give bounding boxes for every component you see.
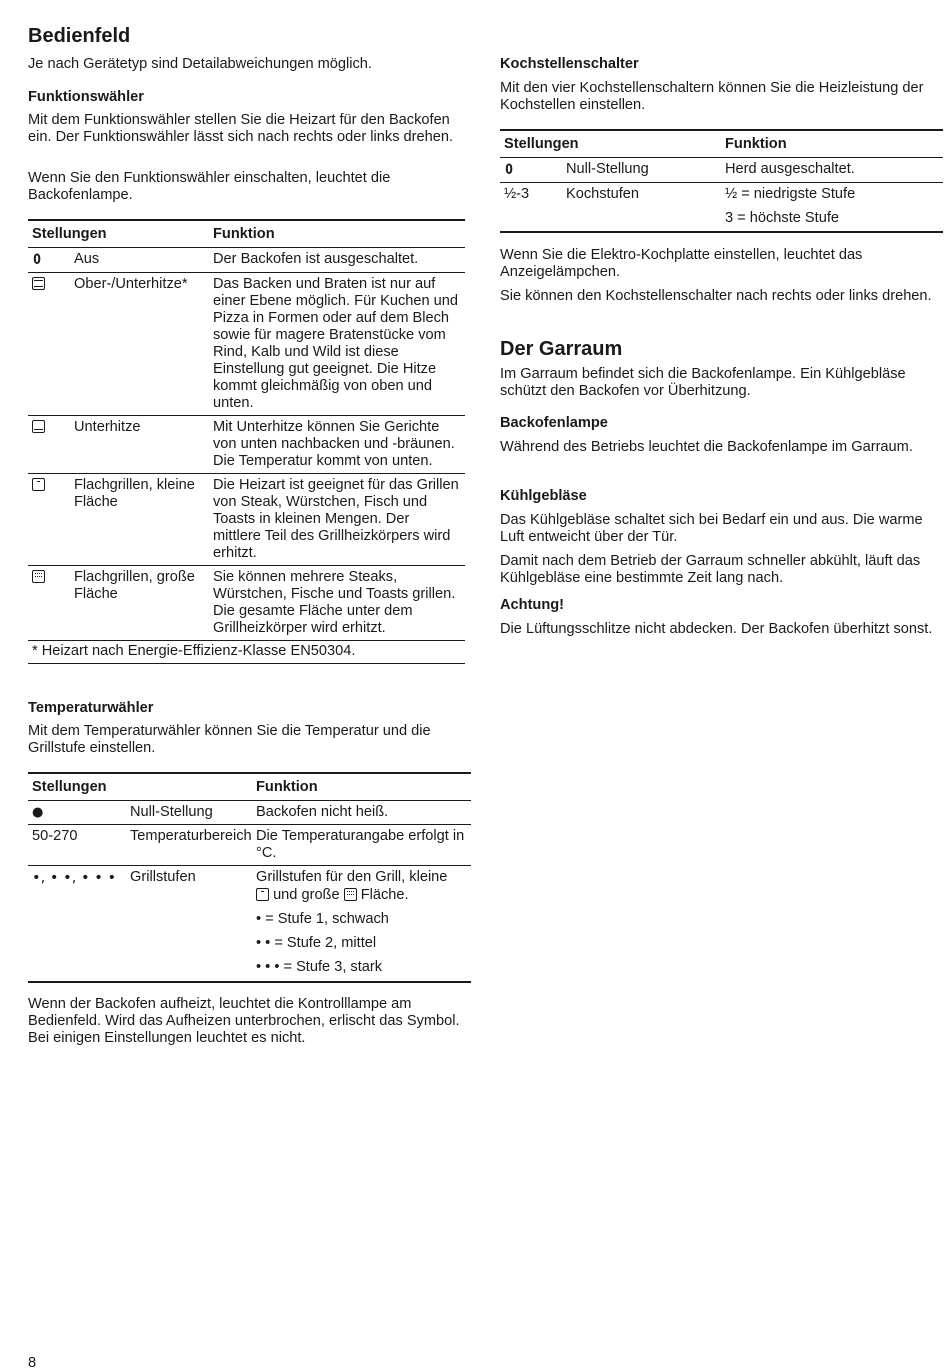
temperaturwaehler-heading: Temperaturwähler [28, 700, 154, 716]
kochstellen-table [500, 129, 943, 233]
grill-dots-symbol: •, • •, • • • [28, 866, 126, 983]
kochstellen-p2: Wenn Sie die Elektro-Kochplatte einstellen, leuchtet das Anzeigelämpchen. [500, 247, 863, 280]
null-dot-icon: ● [28, 801, 126, 825]
funktionswaehler-table [28, 219, 465, 641]
temperaturwaehler-table-wrap [28, 772, 471, 983]
grill-stufe-3: • • • = Stufe 3, stark [256, 959, 383, 975]
garraum-intro: Im Garraum befindet sich die Backofenlampe. Ein Kühlgebläse schützt den Backofen vor Überhitzung. [500, 366, 906, 399]
zero-symbol-icon: 0 [500, 158, 562, 183]
row-label: Grillstufen [126, 866, 252, 983]
footnote: * Heizart nach Energie-Effizienz-Klasse EN50304. [28, 641, 465, 664]
garraum-title: Der Garraum [500, 338, 623, 360]
kochstufe-low: ½ = niedrigste Stufe [725, 186, 856, 202]
row-label: Flachgrillen, große Fläche [70, 566, 209, 641]
row-function: Der Backofen ist ausgeschaltet. [209, 248, 465, 273]
row-label: Null-Stellung [126, 801, 252, 825]
row-function: Sie können mehrere Steaks, Würstchen, Fische und Toasts grillen. Die gesamte Fläche unter dem Grillheizkörper wird erhitzt. [209, 566, 465, 641]
row-label: Kochstufen [562, 183, 721, 233]
row-label: Aus [70, 248, 209, 273]
row-function: Mit Unterhitze können Sie Gerichte von unten nachbacken und -bräunen. Die Temperatur kommt von unten. [209, 416, 465, 474]
row-label: Ober-/Unterhitze* [70, 273, 209, 416]
kochstufe-high: 3 = höchste Stufe [725, 210, 839, 226]
table-header-stellungen: Stellungen [28, 773, 252, 801]
row-function: Herd ausgeschaltet. [721, 158, 943, 183]
achtung-heading: Achtung! [500, 597, 565, 613]
kuehlgeblaese-heading: Kühlgebläse [500, 488, 587, 504]
row-label: Null-Stellung [562, 158, 721, 183]
table-row [28, 273, 465, 416]
table-row [28, 248, 465, 273]
table-row [28, 416, 465, 474]
table-header-funktion: Funktion [721, 130, 943, 158]
backofenlampe-text: Während des Betriebs leuchtet die Backofenlampe im Garraum. [500, 439, 913, 455]
zero-symbol-icon: 0 [28, 248, 70, 273]
row-label: Unterhitze [70, 416, 209, 474]
kochstellen-p1: Mit den vier Kochstellenschaltern können Sie die Heizleistung der Kochstellen einstellen. [500, 80, 924, 113]
table-header-stellungen: Stellungen [28, 220, 209, 248]
funktionswaehler-p1: Mit dem Funktionswähler stellen Sie die Heizart für den Backofen ein. Der Funktionswähler lässt sich nach rechts oder links drehen. [28, 112, 454, 145]
grill-large-icon [344, 888, 357, 901]
kuehlgeblaese-p1: Das Kühlgebläse schaltet sich bei Bedarf ein und aus. Die warme Luft entweicht über der Tür. [500, 512, 923, 545]
funktionswaehler-table-wrap [28, 219, 465, 664]
grill-stufe-1: • = Stufe 1, schwach [256, 911, 389, 927]
grill-function-flaeche: Fläche. [360, 887, 409, 903]
intro-text: Je nach Gerätetyp sind Detailabweichungen möglich. [28, 56, 372, 72]
row-label: Flachgrillen, kleine Fläche [70, 474, 209, 566]
kochstellen-table-wrap [500, 129, 943, 233]
funktionswaehler-p2: Wenn Sie den Funktionswähler einschalten, leuchtet die Backofenlampe. [28, 170, 391, 203]
table-row [28, 474, 465, 566]
grill-function-line1: Grillstufen für den Grill, kleine [256, 869, 448, 885]
table-header-funktion: Funktion [252, 773, 471, 801]
funktionswaehler-heading: Funktionswähler [28, 89, 144, 105]
grill-stufe-2: • • = Stufe 2, mittel [256, 935, 377, 951]
grill-small-icon [256, 888, 269, 901]
row-symbol: 50-270 [28, 825, 126, 866]
page-title: Bedienfeld [28, 25, 131, 47]
grill-function-line2 [256, 887, 467, 904]
table-row [28, 566, 465, 641]
temperaturwaehler-p1: Mit dem Temperaturwähler können Sie die Temperatur und die Grillstufe einstellen. [28, 723, 431, 756]
top-bottom-heat-icon [32, 277, 45, 290]
table-row [28, 825, 471, 866]
row-function: Backofen nicht heiß. [252, 801, 471, 825]
kochstellen-p3: Sie können den Kochstellenschalter nach rechts oder links drehen. [500, 288, 932, 304]
temperaturwaehler-p2: Wenn der Backofen aufheizt, leuchtet die Kontrolllampe am Bedienfeld. Wird das Aufheizen unterbrochen, erlischt das Symbol. Bei einigen Einstellungen leuchtet es nicht. [28, 996, 460, 1046]
temperaturwaehler-table [28, 772, 471, 983]
grill-function-und-grosse: und große [273, 887, 340, 903]
row-function [252, 866, 471, 983]
table-header-stellungen: Stellungen [500, 130, 721, 158]
kuehlgeblaese-p2: Damit nach dem Betrieb der Garraum schneller abkühlt, läuft das Kühlgebläse eine bestimmte Zeit lang nach. [500, 553, 921, 586]
table-row [500, 183, 943, 233]
achtung-text: Die Lüftungsschlitze nicht abdecken. Der Backofen überhitzt sonst. [500, 621, 933, 637]
row-function: Das Backen und Braten ist nur auf einer Ebene möglich. Für Kuchen und Pizza in Formen oder auf dem Blech sowie für magere Bratenstücke vom Rind, Kalb und Wild ist diese Einstellung gut geeignet. Die Hitze kommt gleichmäßig von oben und unten. [209, 273, 465, 416]
table-row [28, 866, 471, 983]
grill-large-icon [32, 570, 45, 583]
page-number: 8 [28, 1355, 37, 1371]
table-header-funktion: Funktion [209, 220, 465, 248]
grill-small-icon [32, 478, 45, 491]
table-row [500, 158, 943, 183]
backofenlampe-heading: Backofenlampe [500, 415, 608, 431]
bottom-heat-icon [32, 420, 45, 433]
row-function [721, 183, 943, 233]
table-row [28, 801, 471, 825]
row-function: Die Temperaturangabe erfolgt in °C. [252, 825, 471, 866]
kochstellen-heading: Kochstellenschalter [500, 56, 639, 72]
row-symbol: ½-3 [500, 183, 562, 233]
row-function: Die Heizart ist geeignet für das Grillen von Steak, Würstchen, Fisch und Toasts in kleinen Mengen. Der mittlere Teil des Grillheizkörpers wird erhitzt. [209, 474, 465, 566]
row-label: Temperaturbereich [126, 825, 252, 866]
